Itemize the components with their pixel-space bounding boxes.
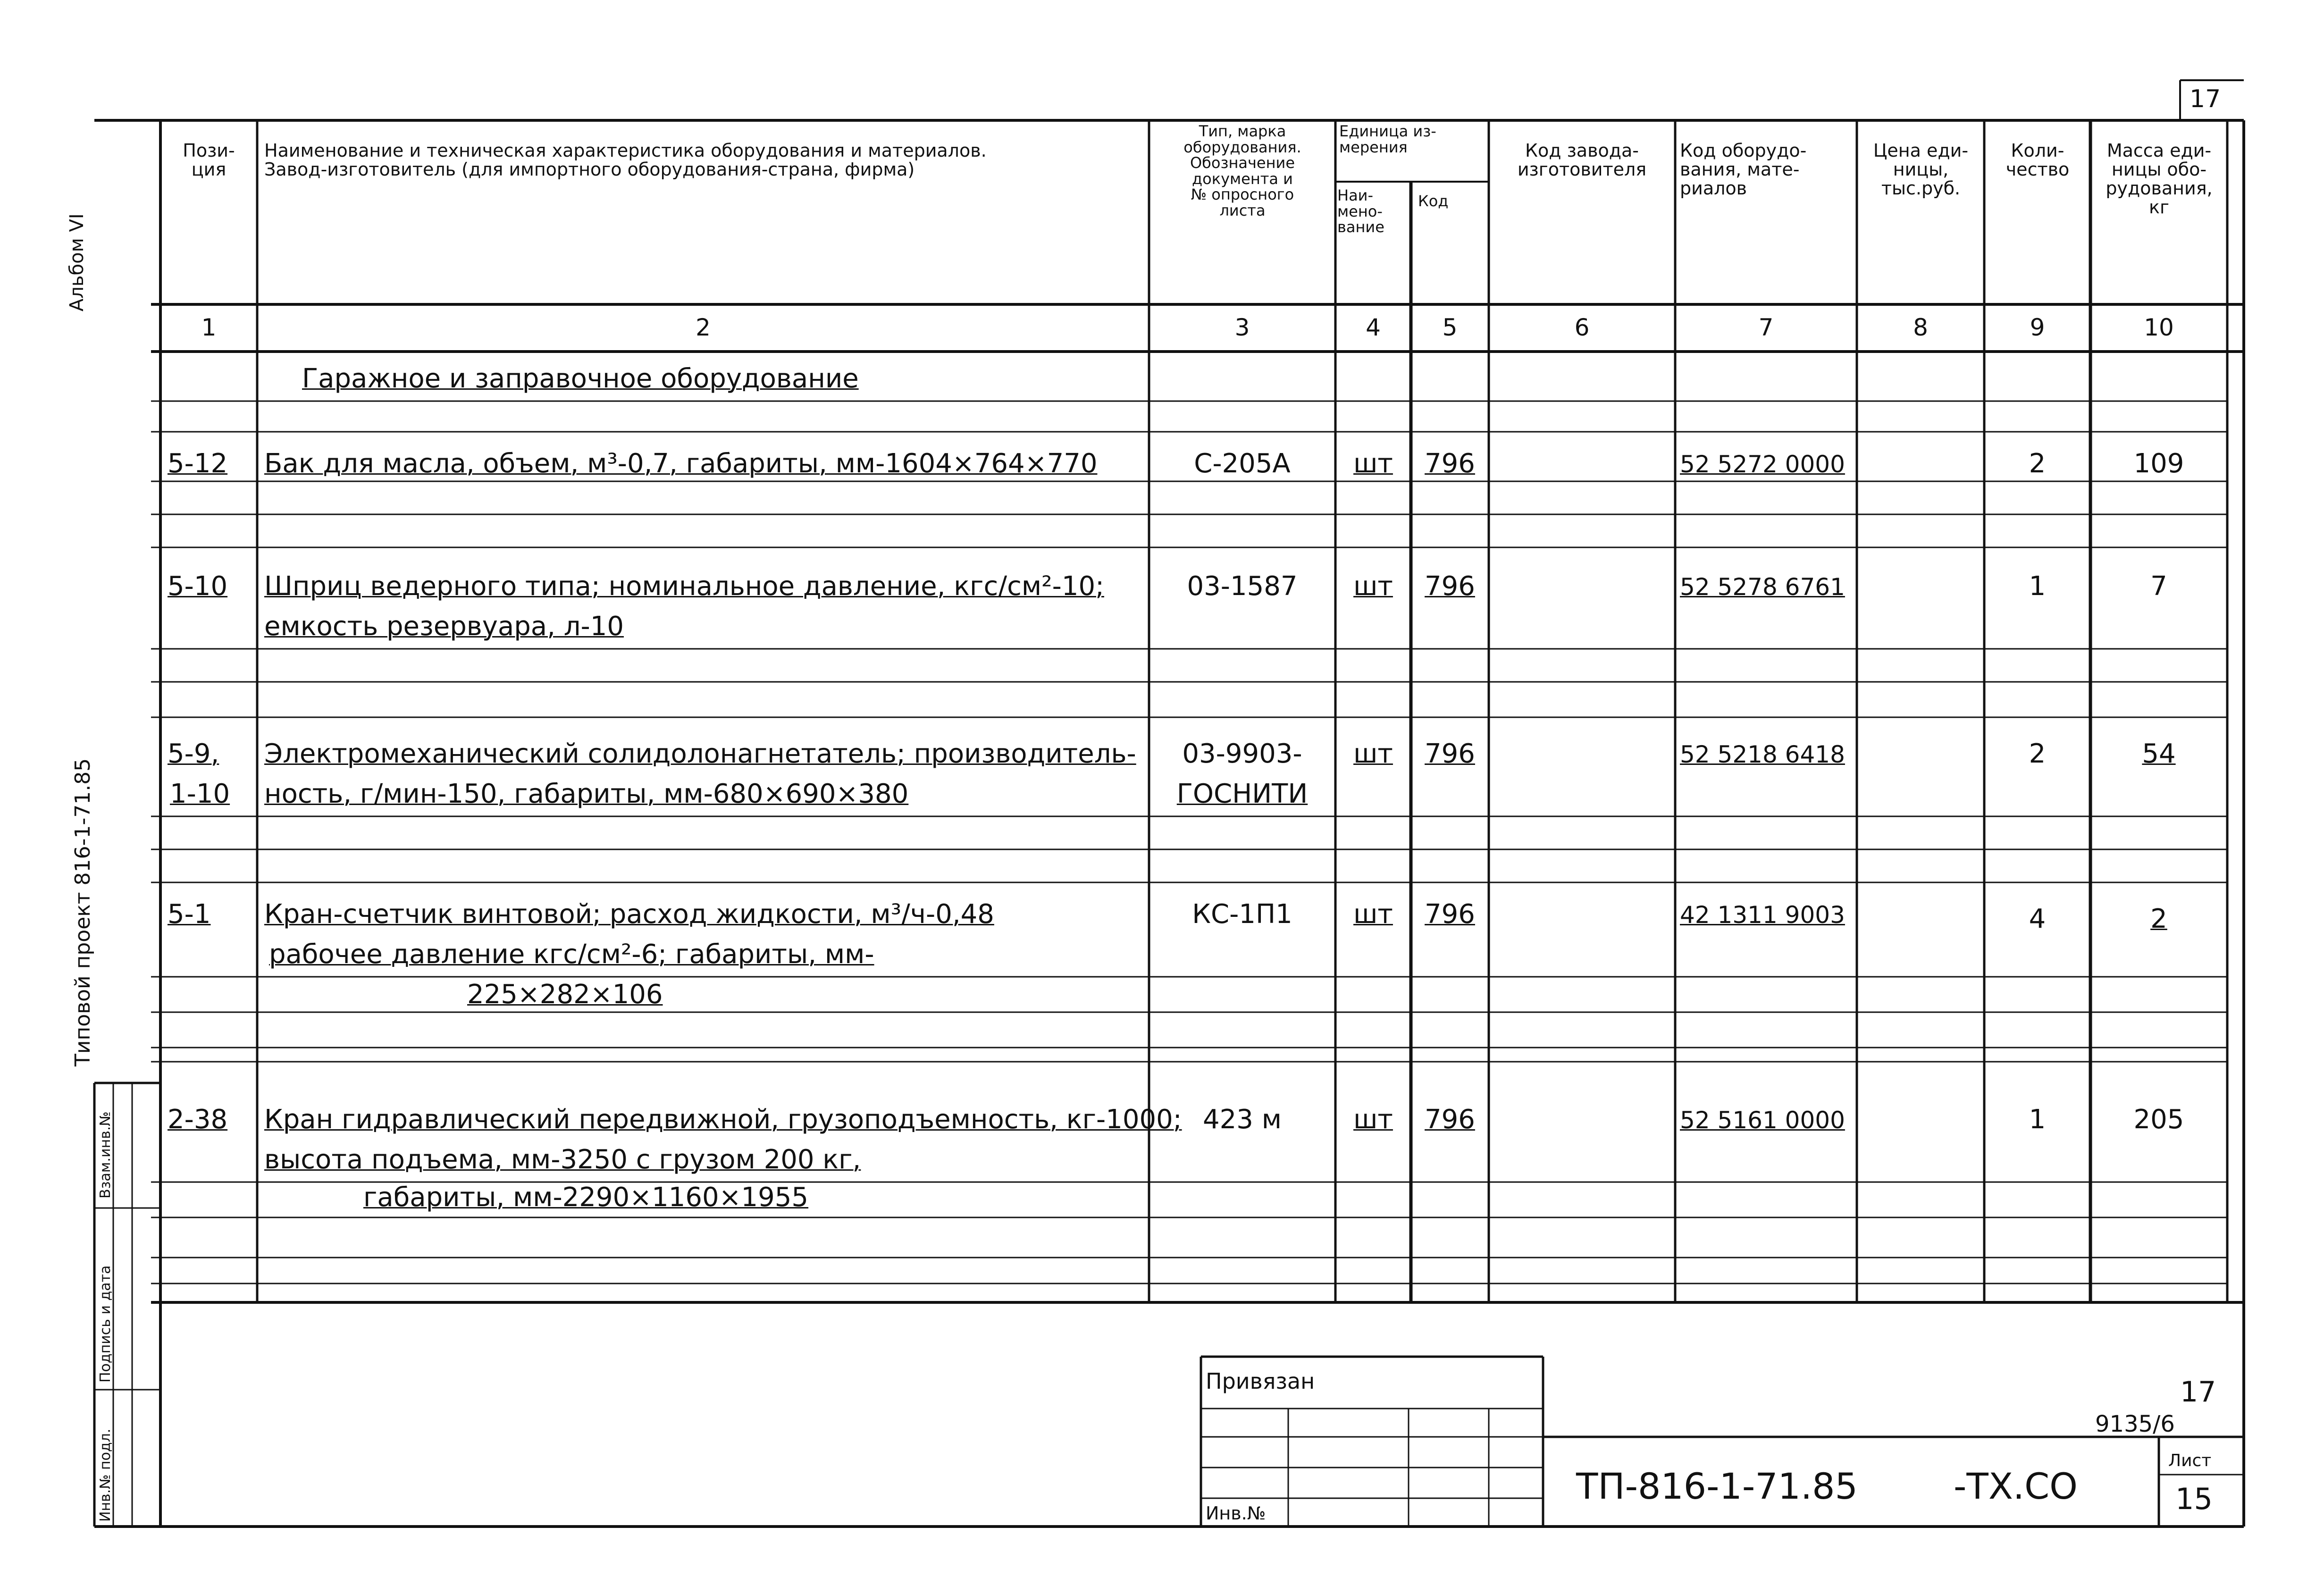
header-unit-name: Наи- мено- вание: [1337, 186, 1384, 236]
col-number: 4: [1366, 314, 1381, 341]
privyazan-label: Привязан: [1206, 1368, 1315, 1394]
album-label: Альбом VI: [66, 213, 88, 311]
header-unit-code: Код: [1418, 192, 1449, 210]
row-unit-code: 796: [1425, 448, 1475, 479]
col-number: 7: [1758, 314, 1774, 341]
stamp-inv-original: Инв.№ подл.: [97, 1428, 114, 1522]
row-material-code: 52 5218 6418: [1680, 741, 1845, 768]
stamp-signature-date: Подпись и дата: [97, 1265, 114, 1383]
row-name-line: емкость резервуара, л-10: [264, 611, 624, 642]
row-quantity: 1: [2029, 1104, 2046, 1135]
document-code: ТП-816-1-71.85: [1576, 1465, 1858, 1507]
row-name-line: ность, г/мин-150, габариты, мм-680×690×380: [264, 779, 909, 809]
row-position: 2-38: [168, 1104, 228, 1135]
row-unit-code: 796: [1425, 571, 1475, 602]
row-unit: шт: [1353, 571, 1393, 602]
row-mass: 205: [2133, 1104, 2184, 1135]
header-position: Пози- ция: [183, 140, 235, 180]
row-material-code: 52 5278 6761: [1680, 573, 1845, 601]
header-price: Цена еди- ницы, тыс.руб.: [1873, 140, 1969, 199]
col-number: 6: [1574, 314, 1590, 341]
stamp-replace-inv: Взам.инв.№: [97, 1111, 114, 1199]
row-quantity: 1: [2029, 571, 2046, 602]
header-unit-group: Единица из- мерения: [1339, 122, 1436, 156]
row-name-line: Кран-счетчик винтовой; расход жидкости, м³/ч-0,48: [264, 899, 994, 930]
row-quantity: 2: [2029, 738, 2046, 769]
col-number: 8: [1913, 314, 1928, 341]
row-type: ГОСНИТИ: [1176, 779, 1308, 809]
sheet-label: Лист: [2168, 1451, 2212, 1470]
row-type: 03-9903-: [1182, 738, 1302, 769]
row-position: 5-10: [168, 571, 228, 602]
row-mass: 109: [2133, 448, 2184, 479]
col-number: 3: [1234, 314, 1250, 341]
col-number: 5: [1442, 314, 1458, 341]
row-name-line: 225×282×106: [467, 979, 663, 1010]
row-material-code: 42 1311 9003: [1680, 901, 1845, 929]
header-name: Наименование и техническая характеристика оборудования и материалов. Завод-изготовитель (для импортного оборудования-страна, фирма): [264, 140, 987, 180]
row-unit: шт: [1353, 1104, 1393, 1135]
header-mass: Масса еди- ницы обо- рудования, кг: [2106, 140, 2213, 218]
row-name-line: рабочее давление кгс/см²-6; габариты, мм-: [269, 939, 874, 970]
header-type: Тип, марка оборудования. Обозначение документа и № опросного листа: [1183, 122, 1301, 219]
row-name-line: габариты, мм-2290×1160×1955: [363, 1182, 809, 1213]
sheet-corner-number: 17: [2190, 85, 2221, 113]
row-material-code: 52 5161 0000: [1680, 1107, 1845, 1134]
row-type: 423 м: [1203, 1104, 1282, 1135]
row-mass: 54: [2142, 738, 2176, 769]
row-unit: шт: [1353, 448, 1393, 479]
row-position: 5-1: [168, 899, 211, 930]
row-unit-code: 796: [1425, 899, 1475, 930]
row-unit: шт: [1353, 738, 1393, 769]
sheet-total: 17: [2180, 1376, 2216, 1409]
row-name-line: Бак для масла, объем, м³-0,7, габариты, мм-1604×764×770: [264, 448, 1098, 479]
header-material-code: Код оборудо- вания, мате- риалов: [1680, 140, 1807, 199]
row-unit-code: 796: [1425, 1104, 1475, 1135]
row-name-line: Электромеханический солидолонагнетатель; производитель-: [264, 738, 1136, 769]
row-name-line: высота подъема, мм-3250 с грузом 200 кг,: [264, 1144, 861, 1175]
sheet-number: 15: [2175, 1482, 2213, 1516]
section-title: Гаражное и заправочное оборудование: [302, 363, 859, 394]
col-number: 2: [696, 314, 711, 341]
project-label: Типовой проект 816-1-71.85: [71, 758, 95, 1066]
row-position: 5-9,: [168, 738, 219, 769]
row-unit-code: 796: [1425, 738, 1475, 769]
row-type: 03-1587: [1187, 571, 1298, 602]
row-type: С-205А: [1194, 448, 1291, 479]
row-type: КС-1П1: [1192, 899, 1292, 930]
row-position: 5-12: [168, 448, 228, 479]
document-suffix: -ТХ.СО: [1954, 1465, 2078, 1507]
inventory-label: Инв.№: [1206, 1503, 1266, 1524]
header-quantity: Коли- чество: [2005, 140, 2070, 180]
col-number: 1: [201, 314, 217, 341]
row-mass: 7: [2150, 571, 2167, 602]
row-name-line: Кран гидравлический передвижной, грузоподъемность, кг-1000;: [264, 1104, 1182, 1135]
header-plant-code: Код завода- изготовителя: [1517, 140, 1647, 180]
col-number: 10: [2144, 314, 2174, 341]
row-quantity: 4: [2029, 904, 2046, 934]
row-quantity: 2: [2029, 448, 2046, 479]
row-material-code: 52 5272 0000: [1680, 451, 1845, 478]
row-name-line: Шприц ведерного типа; номинальное давление, кгс/см²-10;: [264, 571, 1104, 602]
col-number: 9: [2030, 314, 2045, 341]
row-position: 1-10: [170, 779, 230, 809]
row-unit: шт: [1353, 899, 1393, 930]
archive-number: 9135/6: [2095, 1411, 2175, 1437]
row-mass: 2: [2150, 904, 2167, 934]
